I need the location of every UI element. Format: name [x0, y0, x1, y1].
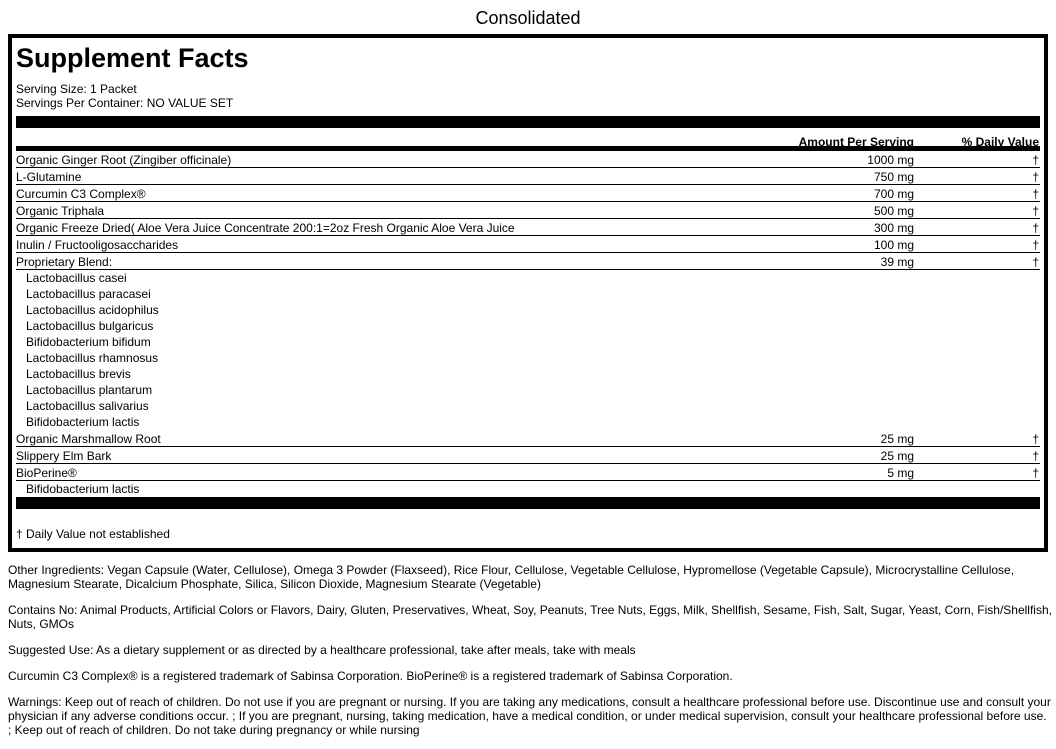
daily-value-header: % Daily Value [961, 135, 1039, 149]
blend-item: Bifidobacterium bifidum [26, 335, 151, 349]
trademark-notice: Curcumin C3 Complex® is a registered trademark of Sabinsa Corporation. BioPerine® is a registered trademark of Sabinsa Corporation. [8, 669, 733, 683]
contains-no: Contains No: Animal Products, Artificial Colors or Flavors, Dairy, Gluten, Preservatives, Wheat, Soy, Peanuts, Tree Nuts, Eggs, Milk, Shellfish, Sesame, Fish, Salt, Sugar, Yeast, Corn, Fish/Shellfish, Nuts, GMOs [8, 603, 1052, 631]
ingredient-name: Curcumin C3 Complex® [16, 187, 146, 201]
blend-item: Lactobacillus bulgaricus [26, 319, 154, 333]
blend-item: Lactobacillus brevis [26, 367, 131, 381]
blend-item: Bifidobacterium lactis [26, 415, 140, 429]
supplement-facts-panel [8, 34, 1048, 552]
ingredient-name: Organic Ginger Root (Zingiber officinale) [16, 153, 232, 167]
ingredient-daily-value: † [1032, 432, 1039, 446]
blend-item: Lactobacillus salivarius [26, 399, 149, 413]
ingredient-row [16, 430, 1040, 447]
ingredient-name: Inulin / Fructooligosaccharides [16, 238, 179, 252]
daily-value-footnote: † Daily Value not established [16, 527, 170, 541]
serving-size: Serving Size: 1 Packet [16, 82, 137, 96]
top-thick-divider [16, 116, 1040, 128]
ingredient-amount: 39 mg [880, 255, 914, 269]
ingredient-amount: 25 mg [880, 449, 914, 463]
facts-header-row [16, 128, 1040, 151]
ingredient-name: Organic Triphala [16, 204, 105, 218]
servings-per-container: Servings Per Container: NO VALUE SET [16, 96, 234, 110]
ingredient-amount: 750 mg [873, 170, 914, 184]
supplement-facts-content [16, 40, 1040, 541]
blend-item: Lactobacillus rhamnosus [26, 351, 159, 365]
ingredient-daily-value: † [1032, 238, 1039, 252]
ingredient-amount: 700 mg [873, 187, 914, 201]
supplement-facts-title: Supplement Facts [16, 43, 249, 73]
ingredient-daily-value: † [1032, 204, 1039, 218]
ingredient-name: Organic Freeze Dried( Aloe Vera Juice Concentrate 200:1=2oz Fresh Organic Aloe Vera Juice [16, 221, 515, 235]
ingredient-daily-value: † [1032, 449, 1039, 463]
ingredient-amount: 300 mg [873, 221, 914, 235]
ingredient-daily-value: † [1032, 221, 1039, 235]
ingredient-row [16, 464, 1040, 481]
bottom-thick-divider [16, 497, 1040, 509]
ingredient-name: L-Glutamine [16, 170, 82, 184]
ingredient-amount: 500 mg [873, 204, 914, 218]
ingredient-row [16, 447, 1040, 464]
ingredient-amount: 25 mg [880, 432, 914, 446]
ingredient-row [16, 219, 1040, 236]
ingredient-daily-value: † [1032, 170, 1039, 184]
ingredient-daily-value: † [1032, 466, 1039, 480]
page-title: Consolidated [475, 8, 581, 28]
ingredient-row [16, 168, 1040, 185]
blend-item: Lactobacillus casei [26, 271, 127, 285]
ingredient-name: Proprietary Blend: [16, 255, 113, 269]
ingredient-name: BioPerine® [16, 466, 77, 480]
ingredient-name: Slippery Elm Bark [16, 449, 112, 463]
blend-item: Lactobacillus plantarum [26, 383, 153, 397]
warnings: Warnings: Keep out of reach of children. Do not use if you are pregnant or nursing. If you are taking any medications, consult a healthcare professional before use. Discontinue use and consult your physician if any adverse conditions occur. ; If you are pregnant, nursing, taking medication, have a medical condition, or under medical supervision, consult your healthcare professional before use. ; Keep out of reach of children. Do not take during pregnancy or while nursing [8, 695, 1051, 737]
proprietary-blend-row [16, 253, 1040, 270]
ingredient-daily-value: † [1032, 187, 1039, 201]
ingredient-row [16, 236, 1040, 253]
ingredient-row [16, 202, 1040, 219]
ingredient-amount: 100 mg [873, 238, 914, 252]
ingredient-name: Organic Marshmallow Root [16, 432, 161, 446]
ingredient-daily-value: † [1032, 153, 1039, 167]
ingredient-amount: 1000 mg [867, 153, 914, 167]
amount-per-serving-header: Amount Per Serving [798, 135, 914, 149]
ingredient-amount: 5 mg [887, 466, 914, 480]
ingredient-row [16, 185, 1040, 202]
ingredient-daily-value: † [1032, 255, 1039, 269]
blend-item: Lactobacillus paracasei [26, 287, 151, 301]
ingredient-row [16, 151, 1040, 168]
other-ingredients: Other Ingredients: Vegan Capsule (Water, Cellulose), Omega 3 Powder (Flaxseed), Rice Flour, Cellulose, Vegetable Cellulose, Hypromellose (Vegetable Capsule), Microcrystalline Cellulose, Magnesium Stearate, Dicalcium Phosphate, Silica, Silicon Dioxide, Magnesium Stearate (Vegetable) [8, 563, 1015, 591]
blend-item: Bifidobacterium lactis [26, 482, 140, 496]
suggested-use: Suggested Use: As a dietary supplement or as directed by a healthcare professional, take after meals, take with meals [8, 643, 636, 657]
blend-item: Lactobacillus acidophilus [26, 303, 159, 317]
